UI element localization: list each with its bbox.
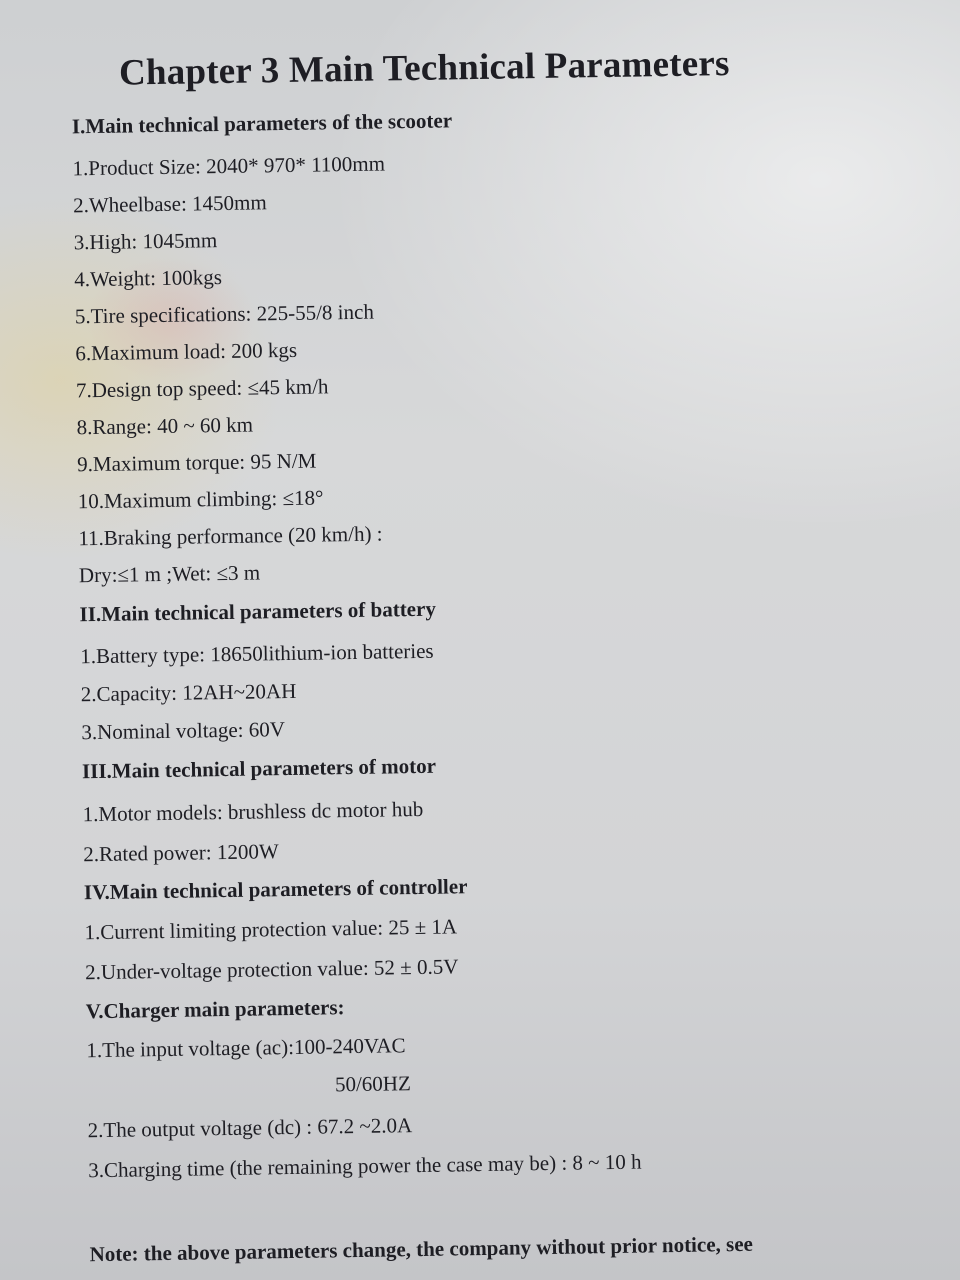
battery-param-capacity: 2.Capacity: 12AH~20AH [80,678,297,707]
footer-note: Note: the above parameters change, the company without prior notice, see [89,1231,754,1267]
motor-section-heading: III.Main technical parameters of motor [81,753,437,784]
scooter-param-top-speed: 7.Design top speed: ≤45 km/h [75,374,329,403]
controller-param-current-limit: 1.Current limiting protection value: 25 ± 1A [84,914,458,945]
controller-section-heading: IV.Main technical parameters of controller [83,874,468,905]
battery-param-type: 1.Battery type: 18650lithium-ion batteries [80,638,434,669]
scooter-param-height: 3.High: 1045mm [73,228,218,255]
charger-param-output-voltage: 2.The output voltage (dc) : 67.2 ~2.0A [87,1113,413,1143]
scooter-param-product-size: 1.Product Size: 2040* 970* 1100mm [72,151,386,181]
motor-param-power: 2.Rated power: 1200W [83,839,279,867]
charger-section-heading: V.Charger main parameters: [85,995,345,1024]
scooter-param-braking-distance: Dry:≤1 m ;Wet: ≤3 m [78,560,261,588]
scooter-section-heading: I.Main technical parameters of the scooter [71,108,453,139]
charger-param-input-frequency: 50/60HZ [334,1071,411,1097]
scooter-param-tire: 5.Tire specifications: 225-55/8 inch [74,299,375,329]
scooter-param-braking: 11.Braking performance (20 km/h) : [78,521,383,551]
charger-param-charging-time: 3.Charging time (the remaining power the case may be) : 8 ~ 10 h [88,1149,642,1183]
battery-section-heading: II.Main technical parameters of battery [79,596,437,627]
scooter-param-torque: 9.Maximum torque: 95 N/M [77,448,317,477]
controller-param-under-voltage: 2.Under-voltage protection value: 52 ± 0.5V [84,954,459,985]
battery-param-voltage: 3.Nominal voltage: 60V [81,717,286,745]
scooter-param-max-load: 6.Maximum load: 200 kgs [75,337,298,366]
scooter-param-weight: 4.Weight: 100kgs [74,265,223,292]
charger-param-input-voltage: 1.The input voltage (ac):100-240VAC [86,1033,406,1063]
scooter-param-wheelbase: 2.Wheelbase: 1450mm [72,190,267,218]
motor-param-model: 1.Motor models: brushless dc motor hub [82,796,424,827]
chapter-title: Chapter 3 Main Technical Parameters [118,43,730,94]
scooter-param-climbing: 10.Maximum climbing: ≤18° [77,485,324,514]
scooter-param-range: 8.Range: 40 ~ 60 km [76,412,254,440]
